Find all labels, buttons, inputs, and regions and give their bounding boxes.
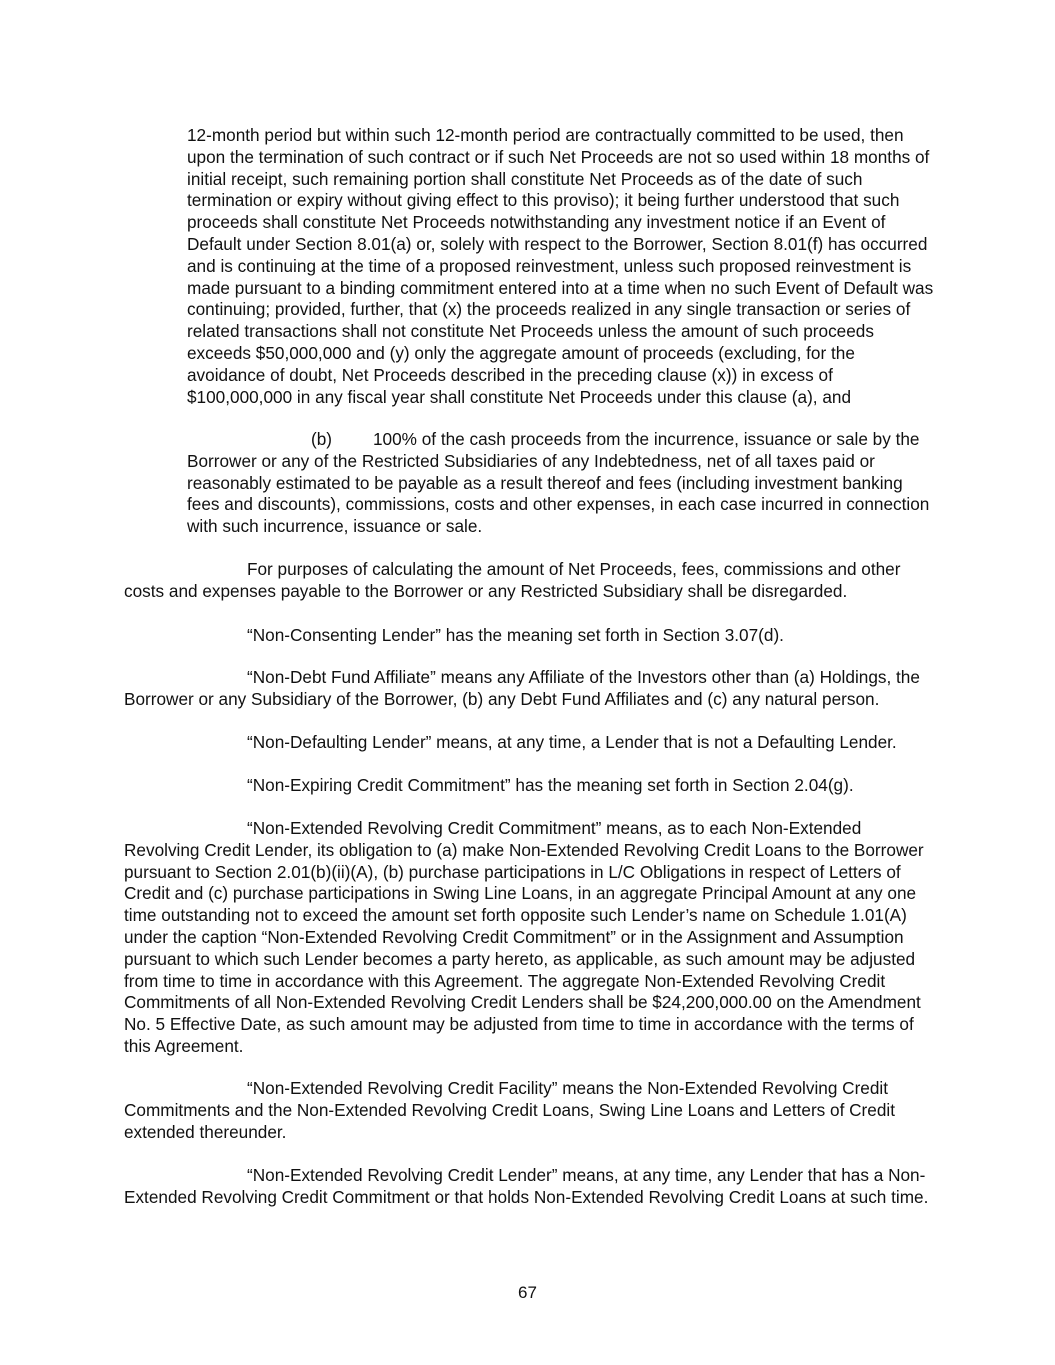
definition-text: has the meaning set forth in Section 2.04(g). <box>510 775 854 795</box>
definition-paragraph <box>124 625 935 647</box>
definition-paragraph <box>124 1078 935 1143</box>
definition-text: means, at any time, any Lender that has a Non-Extended Revolving Credit Commitment or that holds Non-Extended Revolving Credit Loans at such time. <box>124 1165 929 1207</box>
clause-b-paragraph <box>187 429 935 538</box>
defined-term: “Non-Defaulting Lender” <box>247 732 432 752</box>
definition-text: means the Non-Extended Revolving Credit Commitments and the Non-Extended Revolving Credit Loans, Swing Line Loans and Letters of Credit extended thereunder. <box>124 1078 895 1142</box>
continuation-paragraph: 12-month period but within such 12-month period are contractually committed to be used, then upon the termination of such contract or if such Net Proceeds are not so used within 18 months of initial receipt, such remaining portion shall constitute Net Proceeds as of the date of such termination or expiry without giving effect to this proviso); it being further understood that such proceeds shall constitute Net Proceeds notwithstanding any investment notice if an Event of Default under Section 8.01(a) or, solely with respect to the Borrower, Section 8.01(f) has occurred and is continuing at the time of a proposed reinvestment, unless such proposed reinvestment is made pursuant to a binding commitment entered into at a time when no such Event of Default was continuing; provided, further, that (x) the proceeds realized in any single transaction or series of related transactions shall not constitute Net Proceeds unless the amount of such proceeds exceeds $50,000,000 and (y) only the aggregate amount of proceeds (excluding, for the avoidance of doubt, Net Proceeds described in the preceding clause (x)) in excess of $100,000,000 in any fiscal year shall constitute Net Proceeds under this clause (a), and <box>187 125 934 407</box>
page-number: 67 <box>518 1283 537 1302</box>
defined-term: “Non-Debt Fund Affiliate” <box>247 667 436 687</box>
definition-paragraph <box>124 775 935 797</box>
definition-paragraph <box>124 1165 935 1209</box>
definition-text: means, at any time, a Lender that is not a Defaulting Lender. <box>431 732 897 752</box>
definition-paragraph <box>124 732 935 754</box>
clause-b-text: 100% of the cash proceeds from the incurrence, issuance or sale by the Borrower or any of the Restricted Subsidiaries of any Indebtedness, net of all taxes paid or reasonably estimated to be payable as a result thereof and fees (including investment banking fees and discounts), commissions, costs and other expenses, in each case incurred in connection with such incurrence, issuance or sale. <box>187 429 930 537</box>
defined-term: “Non-Expiring Credit Commitment” <box>247 775 511 795</box>
defined-term: “Non-Extended Revolving Credit Facility” <box>247 1078 558 1098</box>
definition-paragraph <box>124 667 935 711</box>
definition-text: means any Affiliate of the Investors other than (a) Holdings, the Borrower or any Subsidiary of the Borrower, (b) any Debt Fund Affiliates and (c) any natural person. <box>124 667 920 709</box>
defined-term: “Non-Extended Revolving Credit Lender” <box>247 1165 558 1185</box>
definition-paragraph <box>124 818 935 1058</box>
defined-term: “Non-Consenting Lender” <box>247 625 441 645</box>
defined-term: “Non-Extended Revolving Credit Commitment” <box>247 818 602 838</box>
definition-text: has the meaning set forth in Section 3.07(d). <box>440 625 784 645</box>
clause-b-label: (b) <box>311 429 333 449</box>
definition-text: means, as to each Non-Extended Revolving Credit Lender, its obligation to (a) make Non-Extended Revolving Credit Loans to the Borrower pursuant to Section 2.01(b)(ii)(A), (b) purchase participations in L/C Obligations in respect of Letters of Credit and (c) purchase participations in Swing Line Loans, in an aggregate Principal Amount at any one time outstanding not to exceed the amount set forth opposite such Lender’s name on Schedule 1.01(A) under the caption “Non-Extended Revolving Credit Commitment” or in the Assignment and Assumption pursuant to which such Lender becomes a party hereto, as applicable, as such amount may be adjusted from time to time in accordance with this Agreement. The aggregate Non-Extended Revolving Credit Commitments of all Non-Extended Revolving Credit Lenders shall be $24,200,000.00 on the Amendment No. 5 Effective Date, as such amount may be adjusted from time to time in accordance with the terms of this Agreement. <box>124 818 924 1056</box>
purposes-paragraph: For purposes of calculating the amount of Net Proceeds, fees, commissions and other costs and expenses payable to the Borrower or any Restricted Subsidiary shall be disregarded. <box>124 559 901 601</box>
